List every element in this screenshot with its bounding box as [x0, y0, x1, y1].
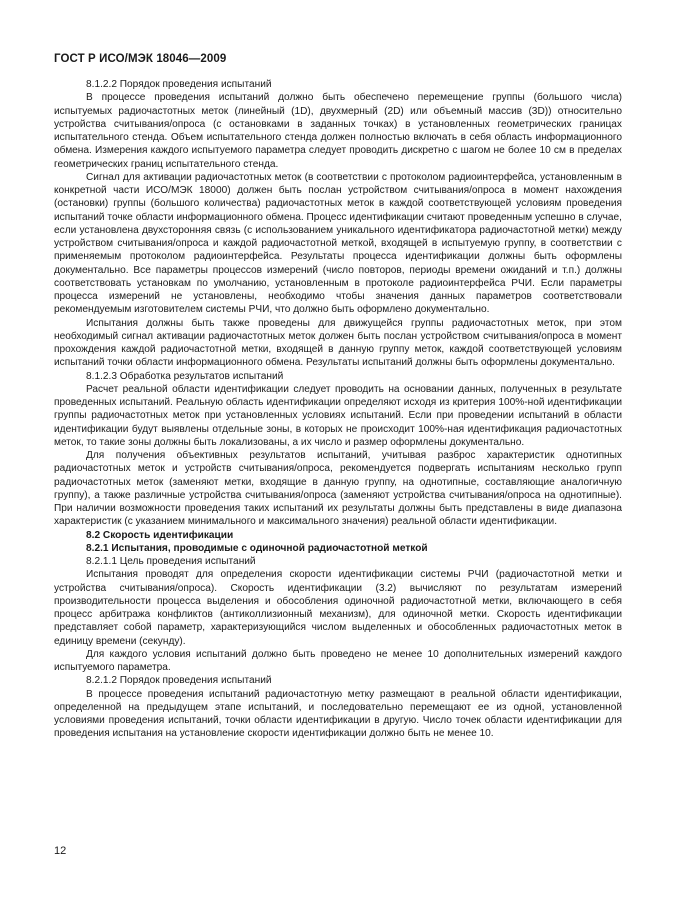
- subsection-heading: 8.1.2.2 Порядок проведения испытаний: [86, 79, 272, 90]
- body-paragraph: Для получения объективных результатов испытаний, учитывая разброс характеристик однотипных радиочастотных меток и устройств считывания/опроса, рекомендуется подвергать испытаниям несколько групп радиочастотных меток (заменяют метки, входящие в данную группу, на однотипные, составляющие аналогичную группу), а также различные устройства считывания/опроса (заменяют устройства считывания/опроса на однотипные). При наличии возможности проведения таких испытаний их результаты должны быть представлены в виде диапазона характеристик (с указанием минимального и максимального значения) реальной области идентификации.: [54, 450, 622, 528]
- subsection-heading: 8.1.2.3 Обработка результатов испытаний: [86, 370, 284, 382]
- body-paragraph: Испытания должны быть также проведены для движущейся группы радиочастотных меток, при этом необходимый сигнал активации радиочастотных меток должен быть послан устройством считывания/опроса в момент прохождения каждой радиочастотной метки, входящей в данную группу меток, каждой соответствующей условиям испытаний точки области информационного обмена. Результаты испытаний должны быть оформлены документально.: [54, 317, 622, 369]
- document-header: ГОСТ Р ИСО/МЭК 18046—2009: [54, 53, 227, 65]
- body-paragraph: Сигнал для активации радиочастотных меток (в соответствии с протоколом радиоинтерфейса, установленным в конкретной части ИСО/МЭК 18000) должен быть послан устройством считывания/опроса в момент нахождения (остановки) группы (большого количества) радиочастотных меток в каждой соответствующей условиям проведения испытаний точке области информационного обмена. Процесс идентификации считают проведенным успешно в случае, если установлена двухсторонняя связь (с использованием уникального идентификатора радиочастотной метки) между устройством считывания/опроса и каждой радиочастотной меткой, входящей в испытуемую группу, в соответствии с применяемым протоколом радиоинтерфейса. Результаты процесса идентификации должны быть оформлены документально. Все параметры процессов измерений (число повторов, периоды времени ожиданий и т.п.) должны соответствовать установкам по умолчанию, установленным в протоколе радиоинтерфейса РЧИ. Если параметры процесса измерений не установлены, необходимо чтобы значения данных параметров соответствовали рекомендуемым изготовителем системы РЧИ, что должно быть оформлено документально.: [54, 171, 622, 316]
- subsection-heading: 8.2.1.2 Порядок проведения испытаний: [86, 675, 272, 687]
- body-paragraph: В процессе проведения испытаний должно быть обеспечено перемещение группы (большого числа) испытуемых радиочастотных меток (линейный (1D), двухмерный (2D) или объемный массив (3D)) относительно устройства считывания/опроса (с остановками в заданных точках) в установленных геометрических границах испытательного стенда. Объем испытательного стенда должен полностью включать в себя область информационного обмена. Измерения каждого испытуемого параметра следует проводить дискретно с шагом не более 10 см в пределах геометрических границ испытательного стенда.: [54, 92, 622, 170]
- body-paragraph: В процессе проведения испытаний радиочастотную метку размещают в реальной области идентификации, определенной на предыдущем этапе испытаний, и последовательно перемещают ее из одной, установленной условиями проведения испытаний, точки области идентификации в другую. Число точек области идентификации для проведения испытания на установление скорости идентификации должно быть не менее 10.: [54, 688, 622, 740]
- body-paragraph: Испытания проводят для определения скорости идентификации системы РЧИ (радиочастотной метки и устройства считывания/опроса). Скорость идентификации (3.2) вычисляют по результатам измерений производительности процесса выделения и обособления одиночной радиочастотной метки, включающего в себя процесс арбитража конфликтов (антиколлизионный механизм), для одиночной метки. Скорость идентификации представляет собой параметр, характеризующийся числом выделенных и обособленных радиочастотных меток в единицу времени (секунду).: [54, 569, 622, 647]
- page-number: 12: [54, 845, 67, 857]
- body-paragraph: Для каждого условия испытаний должно быть проведено не менее 10 дополнительных измерений каждого испытуемого параметра.: [54, 648, 622, 673]
- section-heading: 8.2 Скорость идентификации: [86, 529, 234, 541]
- body-paragraph: Расчет реальной области идентификации следует проводить на основании данных, полученных в результате проведенных испытаний. Реальную область идентификации определяют исходя из критерия 100%-ной идентификации группы радиочастотных меток при установленных условиях испытаний. Если при проведении испытаний в области идентификации будут выявлены отдельные зоны, в которых не происходит 100%-ная идентификация радиочастотных меток, то такие зоны должны быть локализованы, а их число и размер оформлены документально.: [54, 383, 622, 448]
- section-heading: 8.2.1 Испытания, проводимые с одиночной радиочастотной меткой: [86, 542, 428, 554]
- document-body: [54, 78, 622, 741]
- subsection-heading: 8.2.1.1 Цель проведения испытаний: [86, 556, 256, 567]
